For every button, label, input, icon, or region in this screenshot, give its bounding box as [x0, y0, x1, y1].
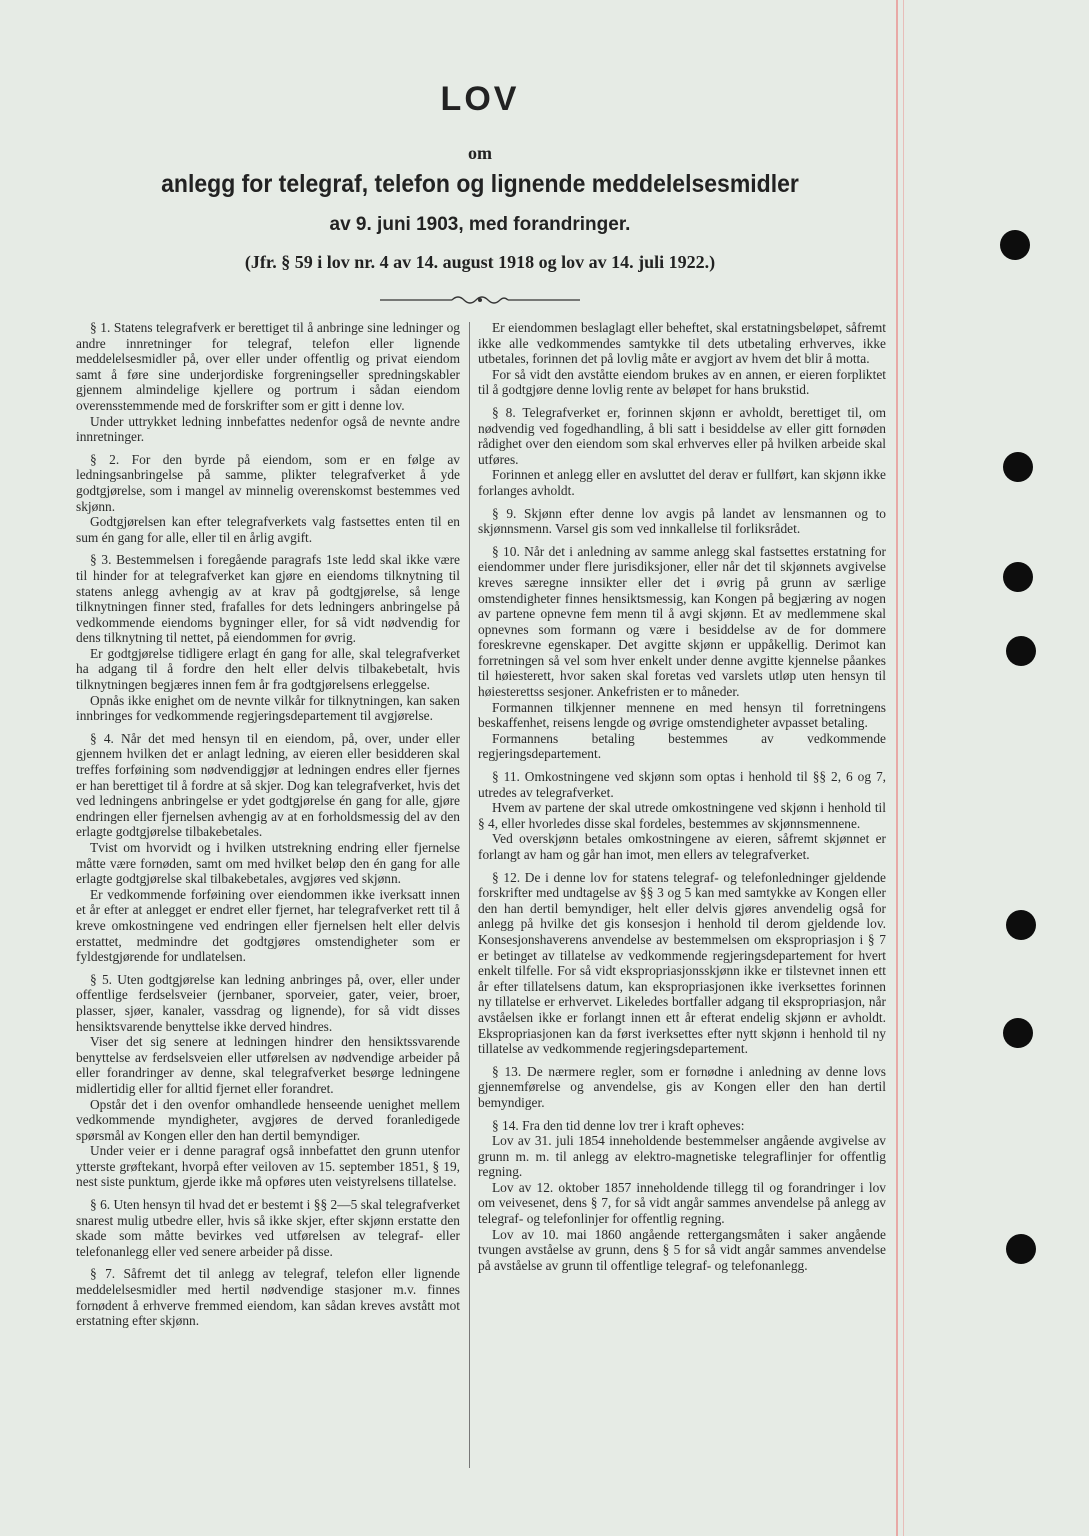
paragraph: § 11. Omkostningene ved skjønn som optas i henhold til §§ 2, 6 og 7, utredes av telegrafverket. [478, 769, 886, 800]
paragraph: Er vedkommende forføining over eiendommen ikke iverksatt innen et år efter at anlegget er endret eller fjernet, har telegrafverket rett til å kreve omkostningene ved endringen eller fjernelsen helt eller delvis erstattet, medmindre det godtgjøres omstendigheter som er fyldestgjørende for undlatelsen. [76, 886, 460, 965]
paragraph: Forinnen et anlegg eller en avsluttet del derav er fullført, kan skjønn ikke forlanges avholdt. [478, 467, 886, 498]
paragraph: § 4. Når det med hensyn til en eiendom, på, over, under eller gjennem hvilken det er anlagt ledning, av eieren eller besidderen skal treffes forføining som nødvendiggjør at ledningen endres eller fjernes er han berettiget til å fordre at så skjer. Dog kan telegrafverket, hvis det ved ledningens anbringelse er ydet godtgjørelse én gang for alle, gjøre endringen eller fjernelsen avhengig av at en forholdsmessig del av den erlagte godtgjørelse tilbakebetales. [76, 730, 460, 840]
paragraph: Viser det sig senere at ledningen hindrer den hensiktssvarende benyttelse av ferdselsveien eller utførelsen av nødvendige arbeider på eller forandringer av denne, skal telegrafverket besørge ledningene midlertidig eller for alltid fjernet eller forandret. [76, 1034, 460, 1096]
right-column [478, 320, 886, 1280]
binder-hole-4 [1006, 636, 1036, 666]
margin-rule [896, 0, 898, 1536]
binder-hole-3 [1003, 562, 1033, 592]
binder-hole-7 [1006, 1234, 1036, 1264]
binder-hole-6 [1003, 1018, 1033, 1048]
paragraph: § 13. De nærmere regler, som er fornødne i anledning av denne lovs gjennemførelse og anvendelse, gis av Kongen eller den han dertil bemyndiger. [478, 1063, 886, 1110]
paragraph: § 1. Statens telegrafverk er berettiget til å anbringe sine ledninger og andre innretninger for telegraf, telefon eller lignende meddelelsesmidler på, over eller under offentlig og privat eiendom samt å føre sine underjordiske forgreningseller spredningskabler gjennem almindelige kjellere og portrum i sådan eiendom overensstemmende med de forskrifter som er gitt i denne lov. [76, 320, 460, 413]
paragraph: Er eiendommen beslaglagt eller beheftet, skal erstatningsbeløpet, såfremt ikke alle vedkommendes samtykke til dets utbetaling erhverves, ikke utbetales, forinnen det på lovlig måte er avgjort av hvem det blir å motta. [478, 320, 886, 367]
paragraph: § 2. For den byrde på eiendom, som er en følge av ledningsanbringelse på samme, plikter telegrafverket å yde godtgjørelse, som i mangel av minnelig overenskomst bestemmes ved skjønn. [76, 451, 460, 514]
paragraph: § 10. Når det i anledning av samme anlegg skal fastsettes erstatning for eiendommer under flere jurisdiksjoner, eller når det til skjønnets avgivelse kreves særegne innsikter eller det i øvrig på grunn av særlige omstendigheter finnes hensiktsmessig, kan Kongen på begjæring av nogen av partene opnevne fem menn til å avgi skjønn. Et av medlemmene skal opnevnes som formann og være i besiddelse av de for dommere foreskrevne egenskaper. Det avgitte skjønn er uppåkellig. Derimot kan forretningen så vel som hver enkelt under denne avgitte kjennelse påankes til høiesterett, hvor saken skal foretas ved varslets utløp uten hensyn til høiesterettss sesjoner. Ankefristen er to måneder. [478, 543, 886, 700]
paragraph: Formannen tilkjenner mennene en med hensyn til forretningens beskaffenhet, reisens lengde og øvrige omstendigheter avpasset betaling. [478, 699, 886, 731]
law-title: LOV [440, 80, 520, 118]
paragraph: Lov av 12. oktober 1857 inneholdende tillegg til og forandringer i lov om veivesenet, dens § 7, for så vidt angår sammes anvendelse på anlegg av telegraf- og telefonlinjer for offentlig regning. [478, 1179, 886, 1227]
paragraph: § 5. Uten godtgjørelse kan ledning anbringes på, over, eller under offentlige ferdselsveier (jernbaner, sporveier, gater, veier, broer, plasser, sjøer, kanaler, vassdrag og lignende), for så vidt disses hensiktsvarende benyttelse ikke derved hindres. [76, 971, 460, 1034]
paragraph: Opnås ikke enighet om de nevnte vilkår for tilknytningen, kan saken innbringes for vedkommende regjeringsdepartement til avgjørelse. [76, 692, 460, 724]
paragraph: § 7. Såfremt det til anlegg av telegraf, telefon eller lignende meddelelsesmidler med hertil nødvendige stasjoner m.v. finnes fornødent å erhverve fremmed eiendom, kan sådan kreves avstått mot erstatning efter skjønn. [76, 1266, 460, 1329]
paragraph: Lov av 10. mai 1860 angående rettergangsmåten i saker angående tvungen avståelse av grunn, dens § 5 for så vidt angår sammes anvendelse på avståelse av grunn til offentlige telegraf- og telefonanlegg. [478, 1226, 886, 1273]
paragraph: § 6. Uten hensyn til hvad det er bestemt i §§ 2—5 skal telegrafverket snarest mulig utbedre eller, hvis så ikke skjer, efter skjønn erstatte den skade som måtte bevirkes ved utførelsen av telegraf- eller telefonanlegg eller ved senere arbeider på disse. [76, 1197, 460, 1259]
law-reference: (Jfr. § 59 i lov nr. 4 av 14. august 1918 og lov av 14. juli 1922.) [244, 252, 716, 272]
binder-hole-2 [1003, 452, 1033, 482]
law-main-heading: anlegg for telegraf, telefon og lignende meddelelsesmidler [161, 170, 799, 198]
law-subheading: av 9. juni 1903, med forandringer. [329, 214, 631, 235]
paragraph: Ved overskjønn betales omkostningene av eieren, såfremt skjønnet er forlangt av ham og går han imot, men ellers av telegrafverket. [478, 831, 886, 862]
paragraph: Tvist om hvorvidt og i hvilken utstrekning endring eller fjernelse måtte være fornøden, samt om med hvilket beløp den én gang for alle erlagte godtgjørelse skal tilbakebetales, avgjøres ved skjønn. [76, 840, 460, 887]
law-om: om [468, 143, 492, 163]
paragraph: § 8. Telegrafverket er, forinnen skjønn er avholdt, berettiget til, om nødvendig ved fogedhandling, å bli satt i besiddelse av eller gitt fornøden rådighet over den eiendom som skal erhverves eller på hvilken arbeide skal utføres. [478, 404, 886, 467]
paragraph: Formannens betaling bestemmes av vedkommende regjeringsdepartement. [478, 730, 886, 762]
paragraph: § 3. Bestemmelsen i foregående paragrafs 1ste ledd skal ikke være til hinder for at telegrafverket kan gjøre en eiendoms tilknytning til statens anlegg avhengig av at krav på godtgjørelse, så lenge tilknytningen finner sted, frafalles for dets ledningers anbringelse på vedkommende eiendoms bygninger eller, for så vidt nødvendig for dens tilknytning til nettet, på eiendommen for øvrig. [76, 552, 460, 646]
binder-hole-1 [1000, 230, 1030, 260]
left-column [76, 320, 460, 1336]
paragraph: § 9. Skjønn efter denne lov avgis på landet av lensmannen og to skjønnsmenn. Varsel gis som ved innkallelse til forliksrådet. [478, 505, 886, 537]
binder-hole-5 [1006, 910, 1036, 940]
paragraph: Er godtgjørelse tidligere erlagt én gang for alle, skal telegrafverket ha adgang til å fordre den helt eller delvis tilbakebetalt, hvis tilknytningen begjæres innen fem år fra godtgjørelsens erleggelse. [76, 645, 460, 693]
paragraph: Hvem av partene der skal utrede omkostningene ved skjønn i henhold til § 4, eller hvorledes disse skal fordeles, bestemmes av skjønnsmennene. [478, 800, 886, 831]
paragraph: For så vidt den avståtte eiendom brukes av en annen, er eieren forpliktet til å godtgjøre denne lovlig rente av beløpet for hans brukstid. [478, 366, 886, 398]
margin-rule-inner [903, 0, 904, 1536]
paragraph: Opstår det i den ovenfor omhandlede henseende uenighet mellem vedkommende myndigheter, avgjøres de derved foranledigede spørsmål av Kongen eller den han dertil bemyndiger. [76, 1096, 460, 1143]
paragraph: Under veier er i denne paragraf også innbefattet den grunn utenfor ytterste grøftekant, hvorpå efter veiloven av 15. september 1851, § 19, nest siste punktum, gjerde ikke må opføres uten veistyrelsens tillatelse. [76, 1143, 460, 1190]
ornament-divider-icon [380, 292, 580, 308]
paragraph: Lov av 31. juli 1854 inneholdende bestemmelser angående avgivelse av grunn m. m. til anlegg av elektro-magnetiske telegraflinjer for offentlig regning. [478, 1133, 886, 1180]
paragraph: § 14. Fra den tid denne lov trer i kraft opheves: [492, 1117, 745, 1133]
paragraph: Under uttrykket ledning innbefattes nedenfor også de nevnte andre innretninger. [76, 413, 460, 445]
paragraph: Godtgjørelsen kan efter telegrafverkets valg fastsettes enten til en sum én gang for alle, eller til en årlig avgift. [76, 514, 460, 545]
column-divider [469, 322, 470, 1468]
paragraph: § 12. De i denne lov for statens telegraf- og telefonledninger gjeldende forskrifter med undtagelse av §§ 3 og 5 kan med samtykke av Kongen eller den han dertil bemyndiger, helt eller delvis gjøres anvendelig også for anlegg på hvilke det gis konsesjon i henhold til derom gjeldende lov. Konsesjonshaverens anvendelse av bestemmelsen om ekspropriasjon i § 7 er betinget av tillatelse av vedkommende regjeringsdepartement for hvert enkelt tilfelle. For så vidt ekspropriasjonsskjønn ikke er tilstevnet innen ett år efter tillatelsens datum, kan ekspropriasjonen ikke iverksettes forinnen ny tillatelse er erhvervet. Likeledes bortfaller adgang til ekspropriasjon, når avståelsen ikke er forlangt innen ett år efterat endelig skjønn er avholdt. Ekspropriasjonen kan da først iverksettes efter nytt skjønn i henhold til ny tillatelse av vedkommende regjeringsdepartement. [478, 869, 886, 1057]
